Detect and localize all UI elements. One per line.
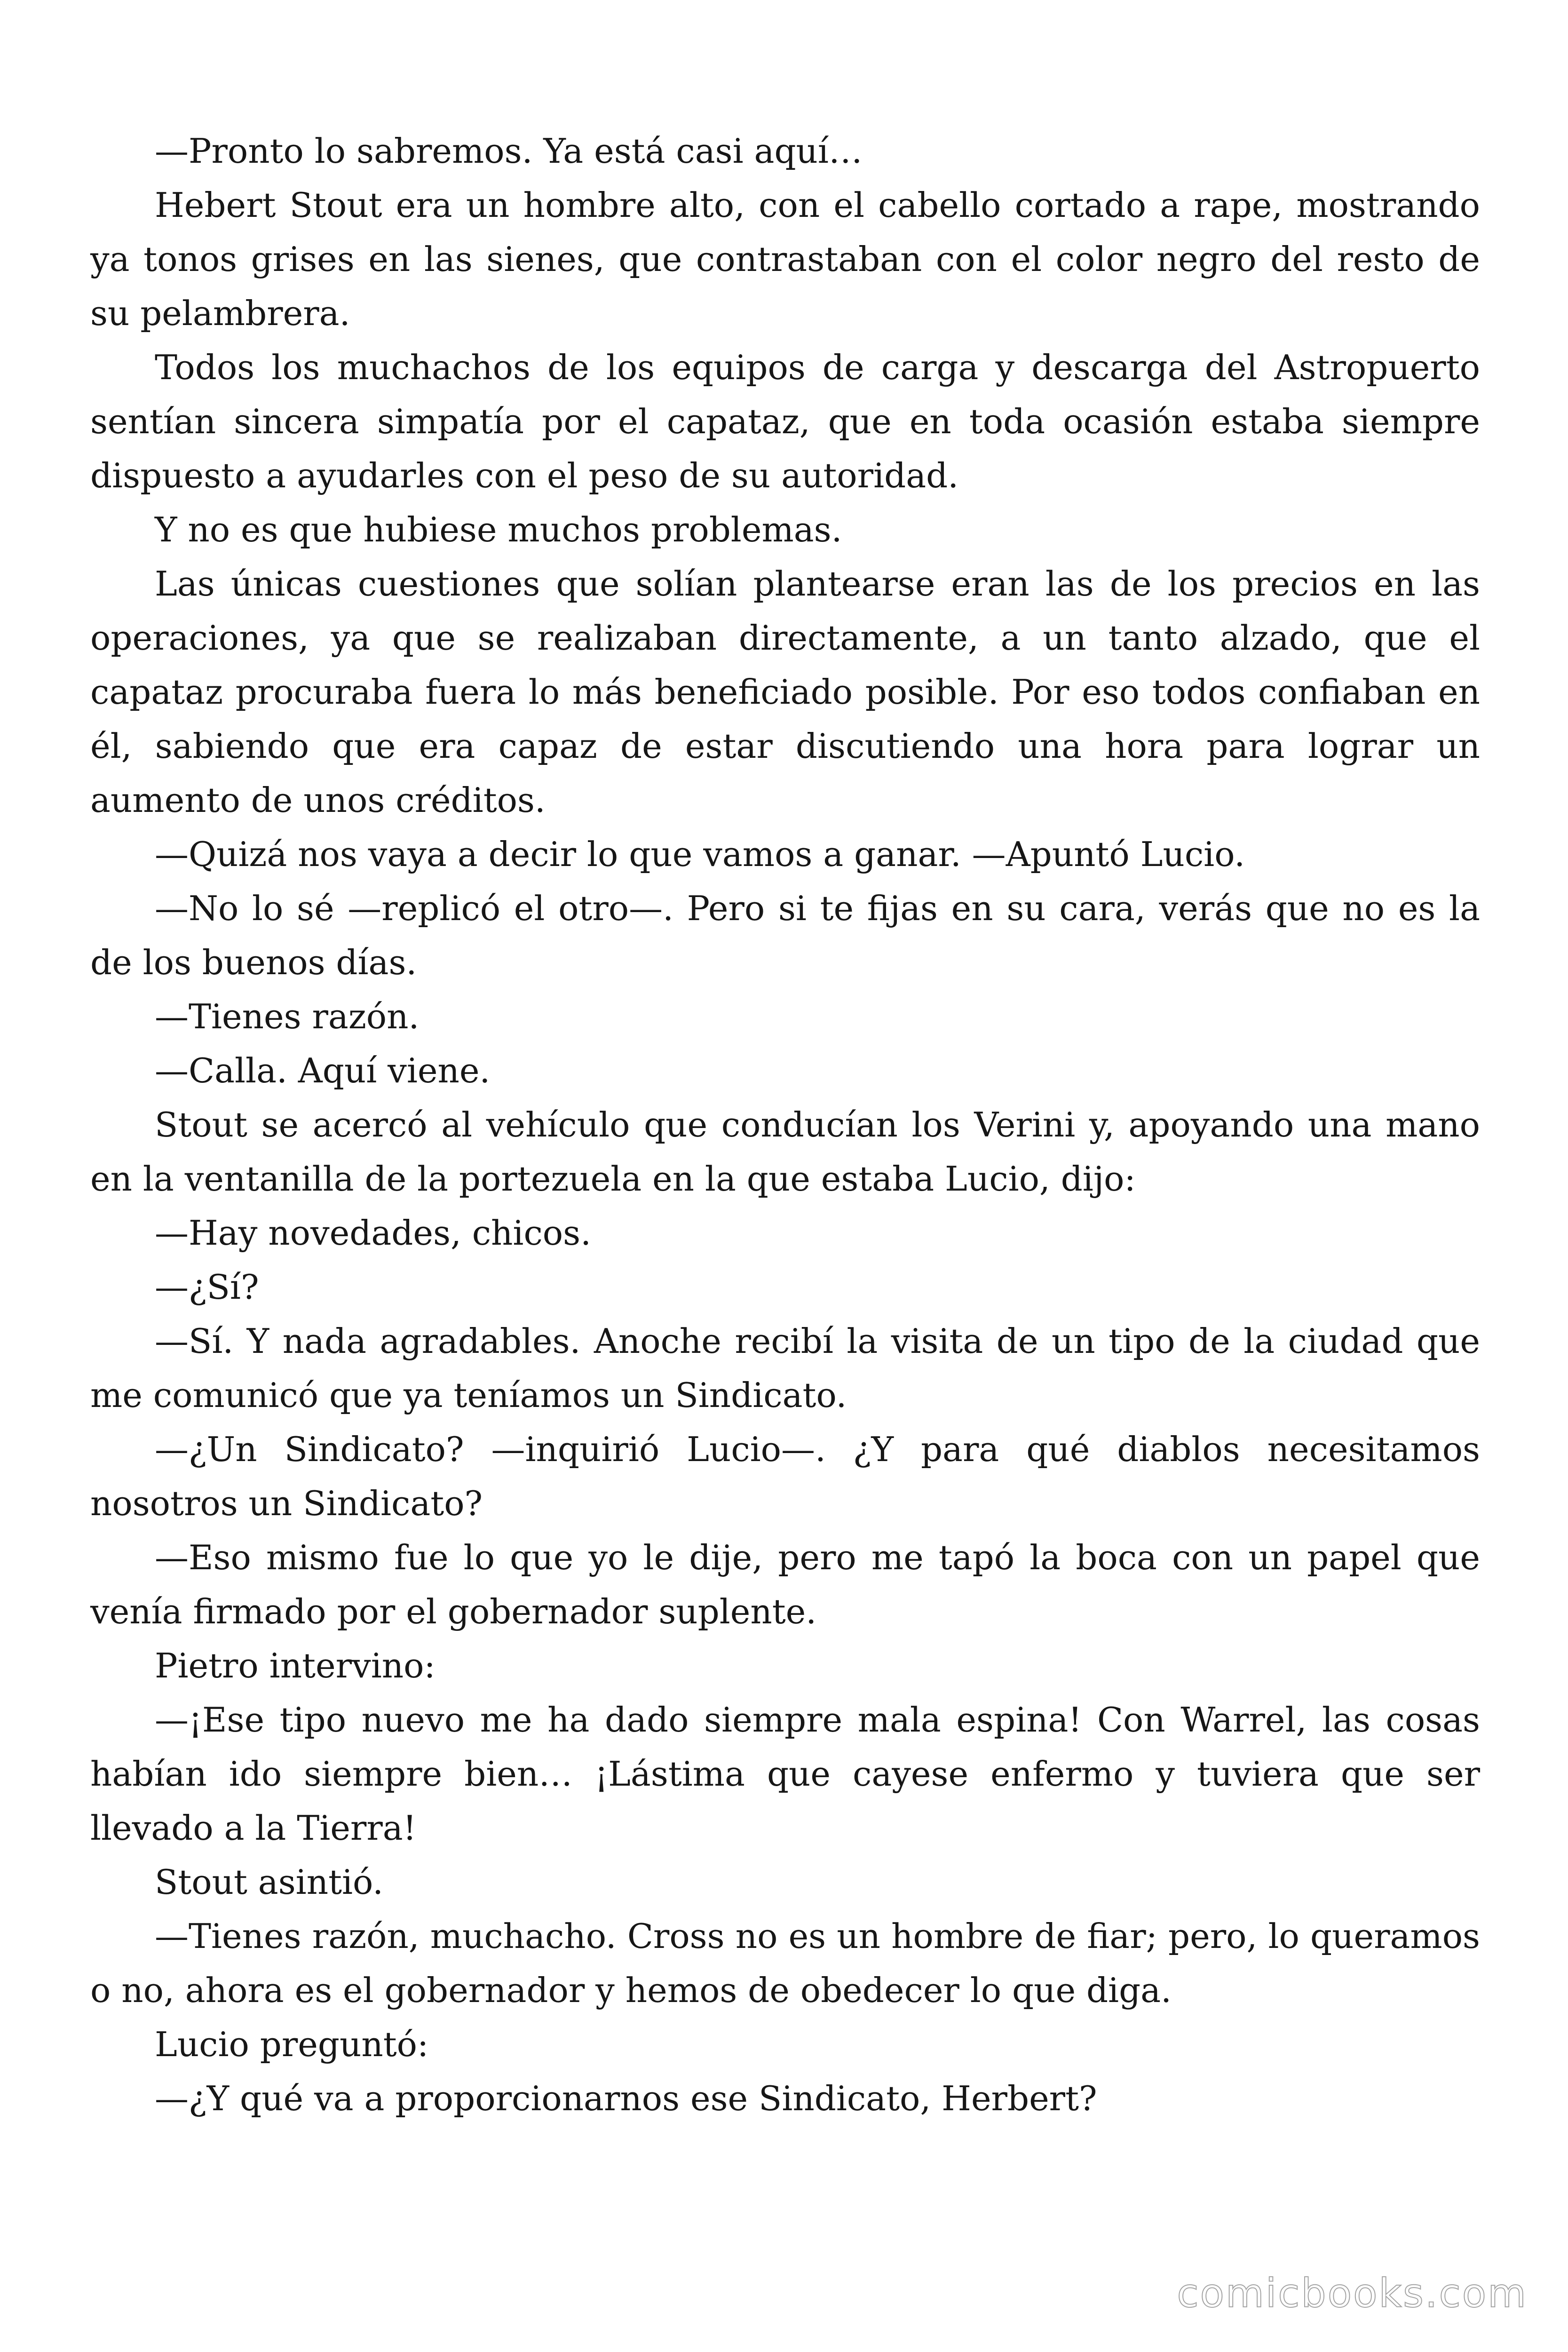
paragraph: Stout se acercó al vehículo que conducían los Verini y, apoyando una mano en la ventanilla de la portezuela en la que estaba Lucio, dijo: xyxy=(90,1105,1480,1199)
paragraph: —Tienes razón, muchacho. Cross no es un hombre de fiar; pero, lo queramos o no, ahora es el gobernador y hemos de obedecer lo que diga. xyxy=(90,1916,1480,2010)
paragraph: Las únicas cuestiones que solían plantearse eran las de los precios en las operaciones, ya que se realizaban directamente, a un tanto alzado, que el capataz procuraba fuera lo más beneficiado posible. Por eso todos confiaban en él, sabiendo que era capaz de estar discutiendo una hora para lograr un aumento de unos créditos. xyxy=(90,564,1480,820)
paragraph: —¿Sí? xyxy=(155,1267,259,1307)
paragraph: —Calla. Aquí viene. xyxy=(155,1051,491,1090)
paragraph: Stout asintió. xyxy=(155,1862,383,1902)
paragraph: Pietro intervino: xyxy=(155,1646,436,1685)
paragraph: —No lo sé —replicó el otro—. Pero si te fijas en su cara, verás que no es la de los buenos días. xyxy=(90,889,1480,982)
paragraph: —Tienes razón. xyxy=(155,997,420,1036)
paragraph: Hebert Stout era un hombre alto, con el cabello cortado a rape, mostrando ya tonos grises en las sienes, que contrastaban con el color negro del resto de su pelambrera. xyxy=(90,185,1480,333)
paragraph: Y no es que hubiese muchos problemas. xyxy=(155,510,842,549)
paragraph: —¿Un Sindicato? —inquirió Lucio—. ¿Y para qué diablos necesitamos nosotros un Sindicato? xyxy=(90,1430,1480,1523)
paragraph: —Quizá nos vaya a decir lo que vamos a ganar. —Apuntó Lucio. xyxy=(155,834,1245,874)
paragraph: —¡Ese tipo nuevo me ha dado siempre mala espina! Con Warrel, las cosas habían ido siempre bien… ¡Lástima que cayese enfermo y tuviera que ser llevado a la Tierra! xyxy=(90,1700,1480,1848)
paragraph: —¿Y qué va a proporcionarnos ese Sindicato, Herbert? xyxy=(155,2079,1097,2118)
paragraph: Todos los muchachos de los equipos de carga y descarga del Astropuerto sentían sincera simpatía por el capataz, que en toda ocasión estaba siempre dispuesto a ayudarles con el peso de su autoridad. xyxy=(90,348,1480,495)
watermark: comicbooks.com xyxy=(1177,2270,1528,2316)
paragraph: —Hay novedades, chicos. xyxy=(155,1213,591,1253)
paragraph: —Sí. Y nada agradables. Anoche recibí la visita de un tipo de la ciudad que me comunicó que ya teníamos un Sindicato. xyxy=(90,1321,1480,1415)
paragraph: —Pronto lo sabremos. Ya está casi aquí… xyxy=(155,131,863,171)
page-body-text xyxy=(90,124,1480,2126)
paragraph: —Eso mismo fue lo que yo le dije, pero me tapó la boca con un papel que venía firmado por el gobernador suplente. xyxy=(90,1538,1480,1631)
paragraph: Lucio preguntó: xyxy=(155,2025,429,2064)
